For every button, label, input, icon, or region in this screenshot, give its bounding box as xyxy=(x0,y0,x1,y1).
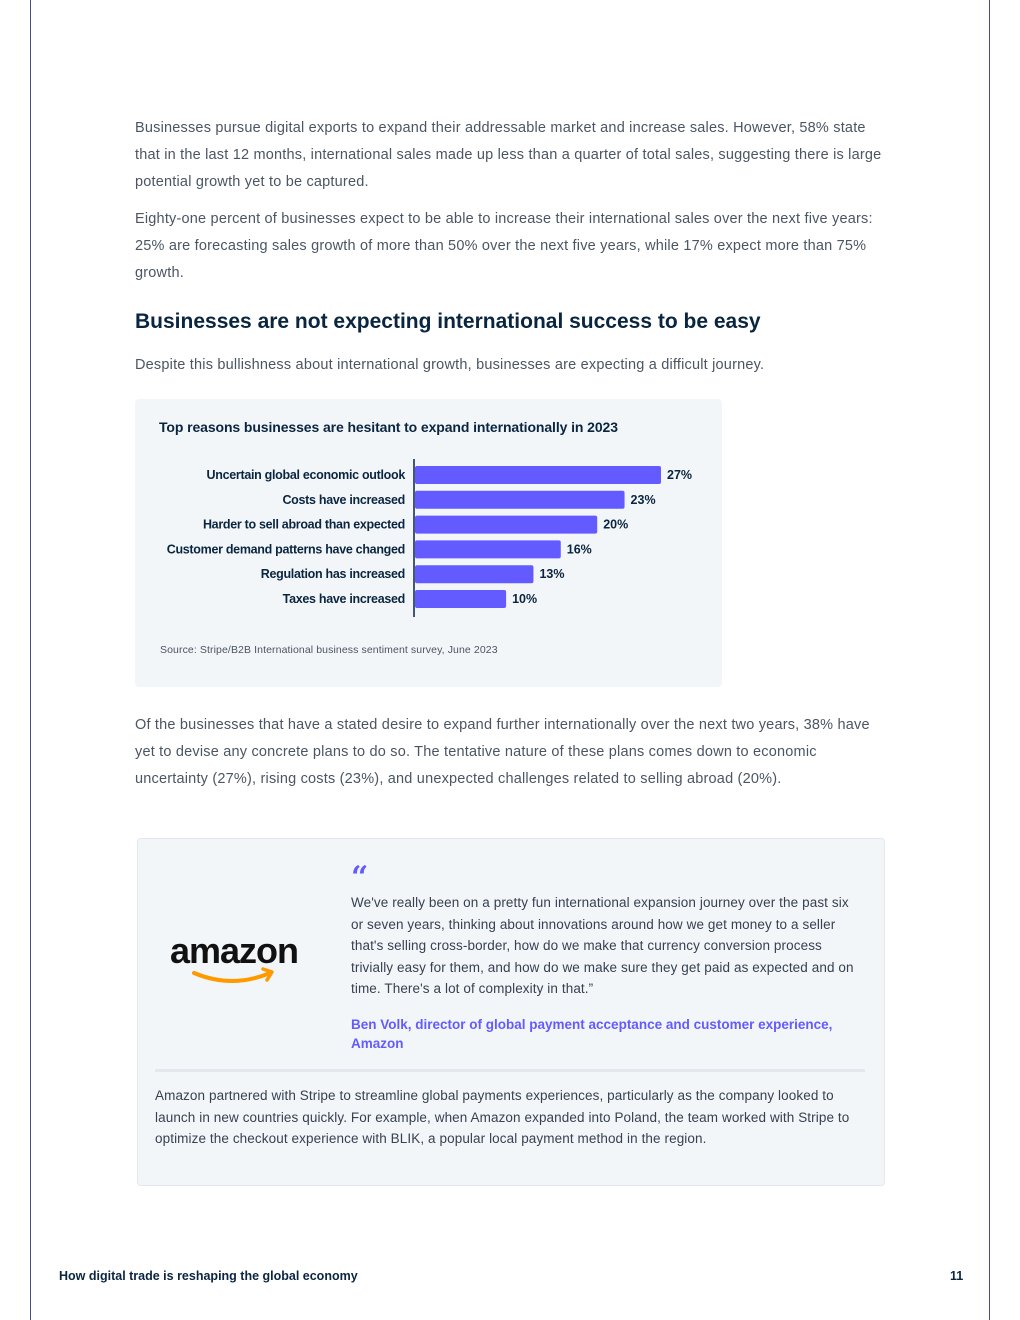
amazon-smile-icon xyxy=(194,973,270,981)
quote-author: Ben Volk, director of global payment acceptance and customer experience, Amazon xyxy=(351,1017,833,1051)
chart-card xyxy=(135,399,722,687)
category-label: Taxes have increased xyxy=(282,592,405,606)
quote-card xyxy=(137,838,885,1186)
category-label: Costs have increased xyxy=(282,492,405,507)
bar xyxy=(415,565,533,583)
value-label: 23% xyxy=(630,492,656,507)
category-label: Customer demand patterns have changed xyxy=(166,542,405,557)
value-label: 16% xyxy=(566,542,592,557)
bar xyxy=(415,491,625,509)
category-label: Regulation has increased xyxy=(260,567,405,582)
quote-mark-icon: “ xyxy=(351,860,369,895)
amazon-logo-text: amazon xyxy=(170,931,299,971)
value-label: 20% xyxy=(603,517,629,532)
intro-paragraph-2: Eighty-one percent of businesses expect to be able to increase their international sales over the next five years: 25% are forecasting sales growth of more than 50% over the next five years, while 17% expect more than 75% growth. xyxy=(135,211,873,281)
intro-paragraph-1: Businesses pursue digital exports to expand their addressable market and increase sales. However, 58% state that in the last 12 months, international sales made up less than a quarter of total sales, suggesting there is large potential growth yet to be captured. xyxy=(135,120,882,190)
page-number: 11 xyxy=(950,1269,964,1283)
bar xyxy=(415,516,597,534)
category-label: Harder to sell abroad than expected xyxy=(202,517,405,532)
chart-source: Source: Stripe/B2B International business sentiment survey, June 2023 xyxy=(160,644,498,656)
chart-title: Top reasons businesses are hesitant to expand internationally in 2023 xyxy=(159,419,618,435)
bar xyxy=(415,540,561,558)
quote-text: We've really been on a pretty fun international expansion journey over the past six or seven years, thinking about innovations around how we get money to a seller that's selling cross-border, how do we make that currency conversion process trivially easy for them, and how do we make sure they get paid as expected and on time. There's a lot of complexity in that.” xyxy=(351,895,854,997)
value-label: 10% xyxy=(512,592,538,606)
bar xyxy=(415,590,506,608)
category-label: Uncertain global economic outlook xyxy=(206,468,405,482)
after-chart-paragraph: Of the businesses that have a stated desire to expand further internationally over the next two years, 38% have yet to devise any concrete plans to do so. The tentative nature of these plans comes down to economic uncertainty (27%), rising costs (23%), and unexpected challenges related to selling abroad (20%). xyxy=(135,717,870,787)
bar xyxy=(415,466,661,484)
footer-title: How digital trade is reshaping the global economy xyxy=(59,1269,358,1283)
value-label: 27% xyxy=(667,468,693,482)
amazon-logo xyxy=(170,931,320,991)
quote-footer-text: Amazon partnered with Stripe to streamline global payments experiences, particularly as the company looked to launch in new countries quickly. For example, when Amazon expanded into Poland, the team worked with Stripe to optimize the checkout experience with BLIK, a popular local payment method in the region. xyxy=(155,1088,850,1147)
value-label: 13% xyxy=(539,567,565,582)
quote-divider xyxy=(155,1069,865,1072)
section-heading: Businesses are not expecting international success to be easy xyxy=(135,310,761,333)
section-paragraph: Despite this bullishness about international growth, businesses are expecting a difficult journey. xyxy=(135,357,765,373)
